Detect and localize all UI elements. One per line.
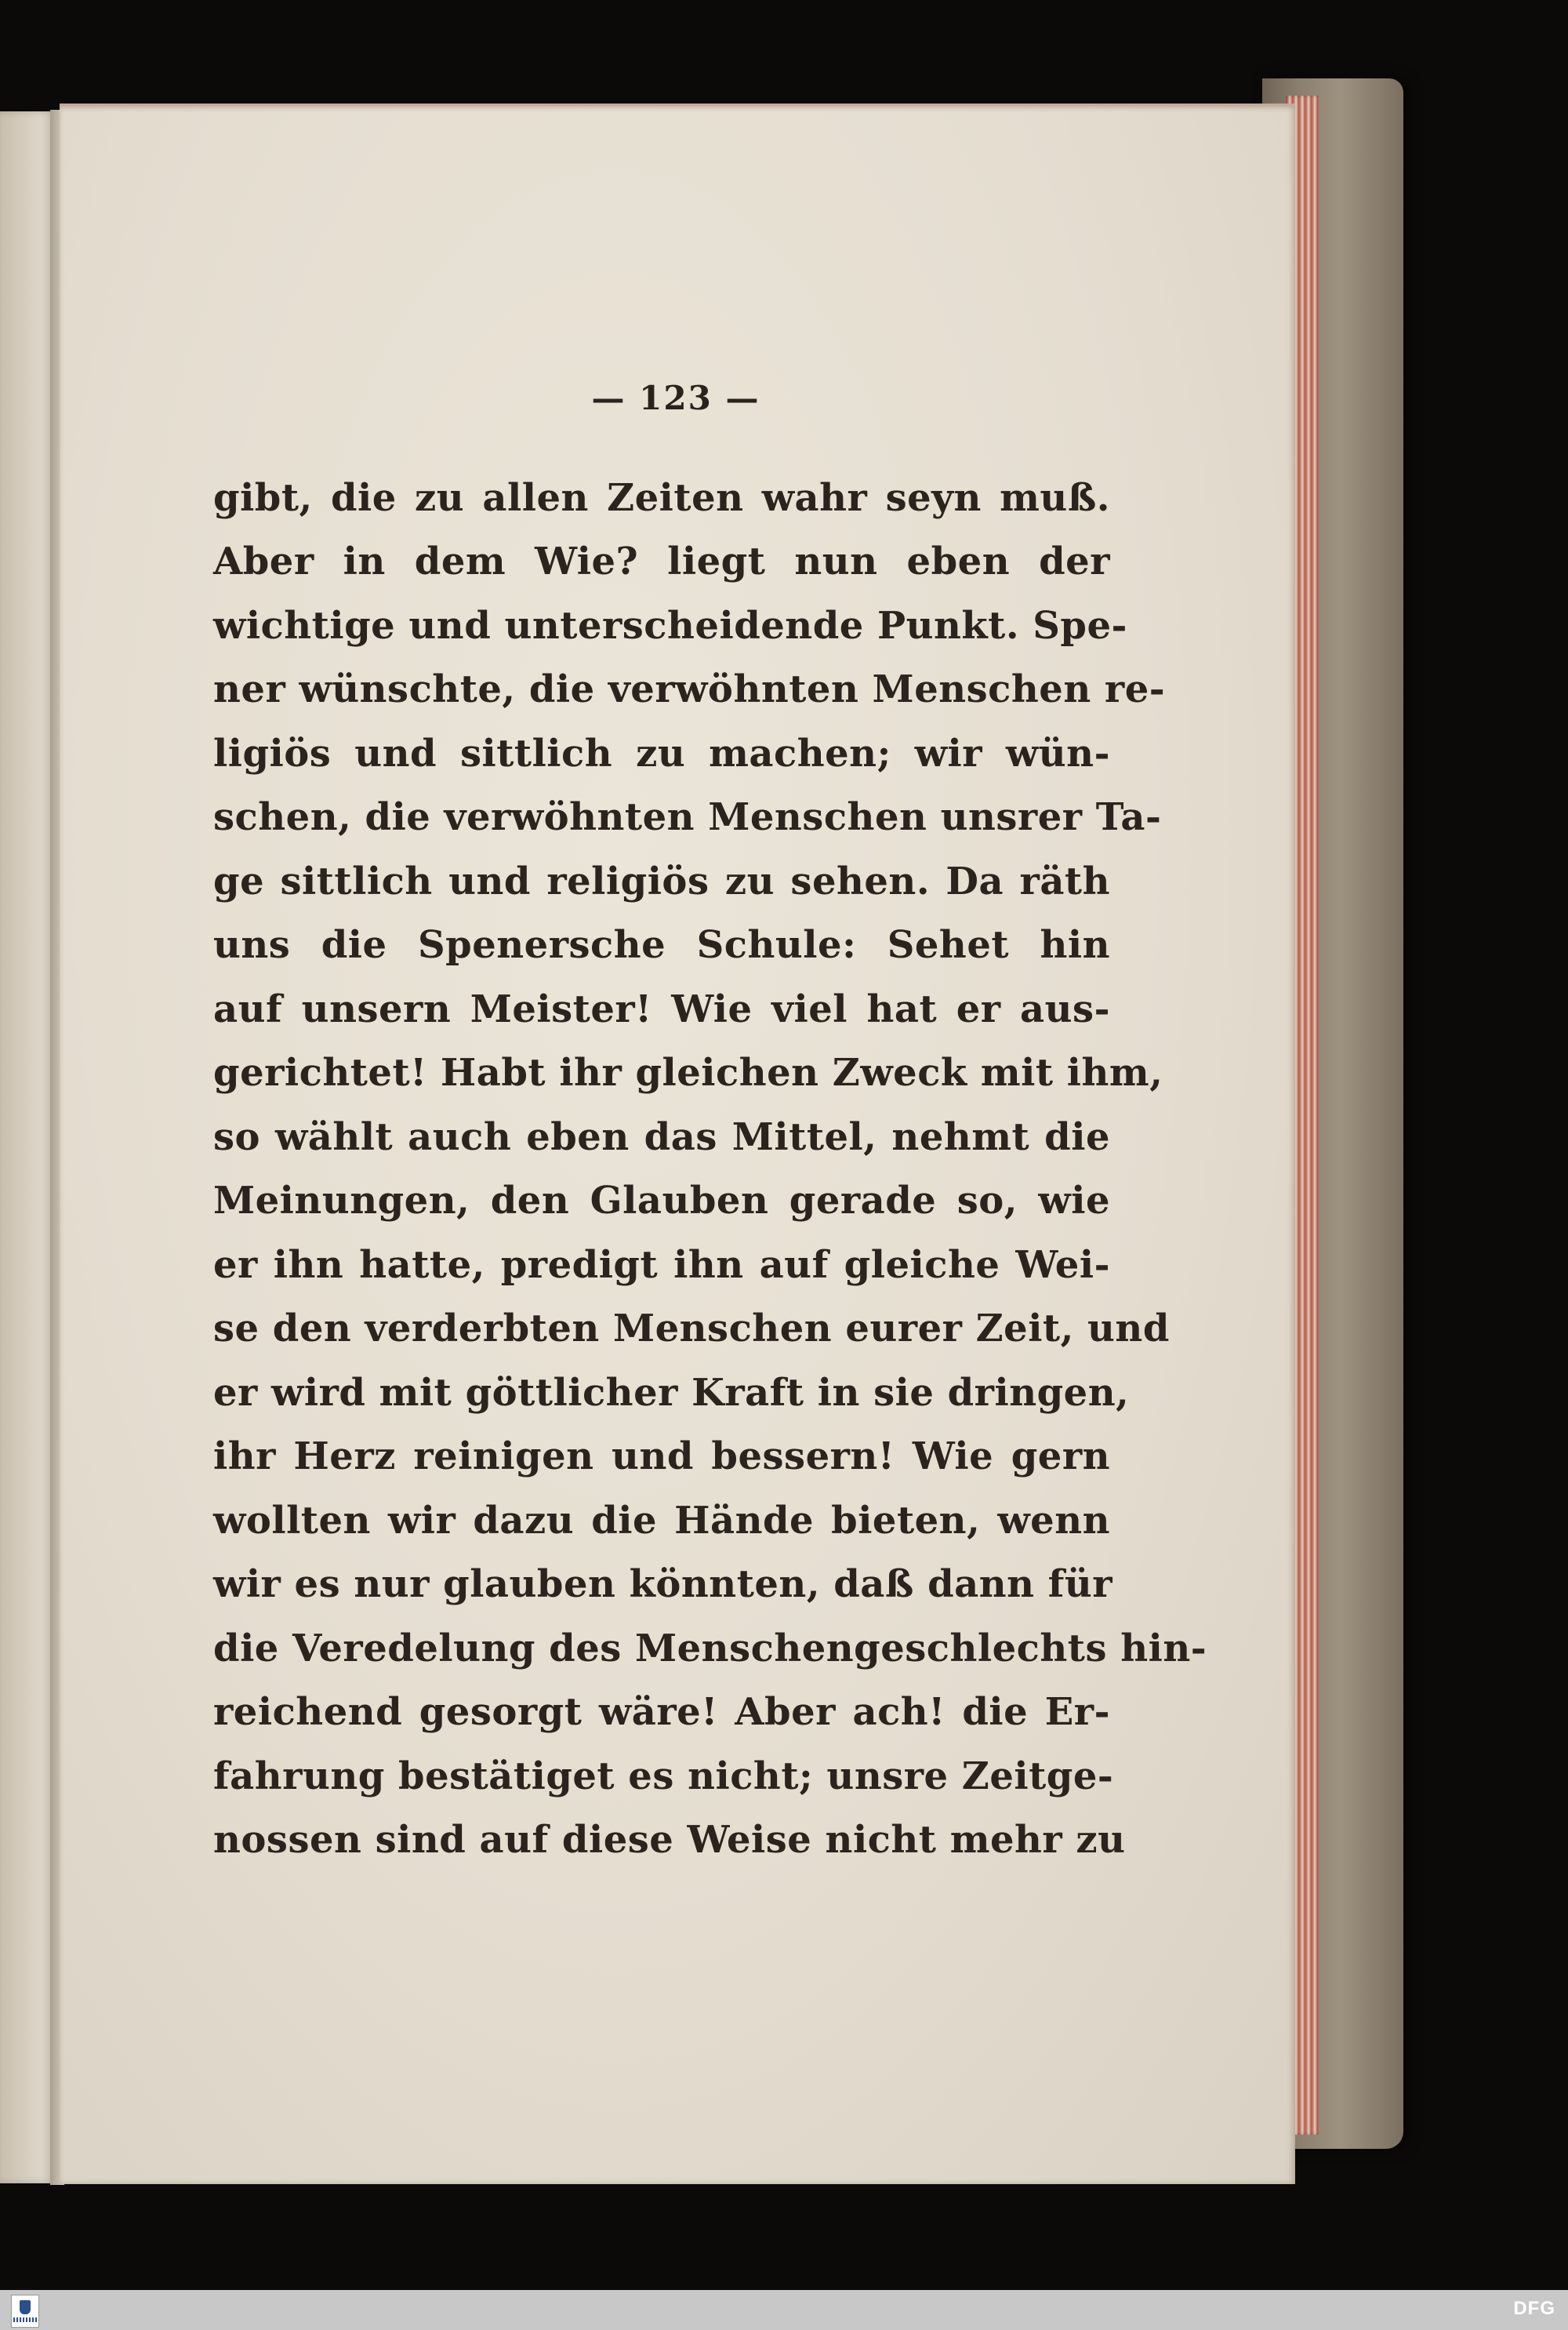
text-line: gibt, die zu allen Zeiten wahr seyn muß.: [213, 476, 1110, 520]
text-line: se den verderbten Menschen eurer Zeit, und: [213, 1307, 1170, 1350]
page-number: — 123 —: [591, 379, 760, 417]
left-page-edge: [0, 111, 56, 2183]
text-line: fahrung bestätiget es nicht; unsre Zeitge-: [213, 1754, 1114, 1798]
text-line: er ihn hatte, predigt ihn auf gleiche Wei-: [213, 1243, 1110, 1287]
text-line: schen, die verwöhnten Menschen unsrer Ta-: [213, 795, 1162, 839]
text-line: Aber in dem Wie? liegt nun eben der: [213, 540, 1110, 583]
text-line: auf unsern Meister! Wie viel hat er aus-: [213, 987, 1110, 1031]
text-line: so wählt auch eben das Mittel, nehmt die: [213, 1115, 1110, 1159]
library-logo-icon: [11, 2295, 39, 2328]
text-line: gerichtet! Habt ihr gleichen Zweck mit ihm,: [213, 1051, 1163, 1095]
text-line: reichend gesorgt wäre! Aber ach! die Er-: [213, 1690, 1110, 1734]
text-line: wollten wir dazu die Hände bieten, wenn: [213, 1499, 1110, 1543]
text-line: uns die Spenersche Schule: Sehet hin: [213, 923, 1110, 967]
text-line: er wird mit göttlicher Kraft in sie dringen,: [213, 1371, 1130, 1415]
text-line: nossen sind auf diese Weise nicht mehr zu: [213, 1818, 1126, 1862]
text-line: ner wünschte, die verwöhnten Menschen re-: [213, 667, 1166, 711]
text-line: ihr Herz reinigen und bessern! Wie gern: [213, 1434, 1110, 1478]
text-line: wichtige und unterscheidende Punkt. Spe-: [213, 604, 1127, 648]
book-page: [60, 104, 1295, 2184]
text-line: Meinungen, den Glauben gerade so, wie: [213, 1179, 1110, 1223]
text-line: ge sittlich und religiös zu sehen. Da räth: [213, 860, 1110, 903]
text-line: wir es nur glauben könnten, daß dann für: [213, 1562, 1113, 1606]
dfg-credit: DFG: [1513, 2298, 1555, 2319]
text-line: die Veredelung des Menschengeschlechts hin-: [213, 1627, 1207, 1670]
page-text-block: [60, 106, 1295, 2184]
viewer-footer-bar: [0, 2290, 1568, 2330]
text-line: ligiös und sittlich zu machen; wir wün-: [213, 732, 1110, 776]
